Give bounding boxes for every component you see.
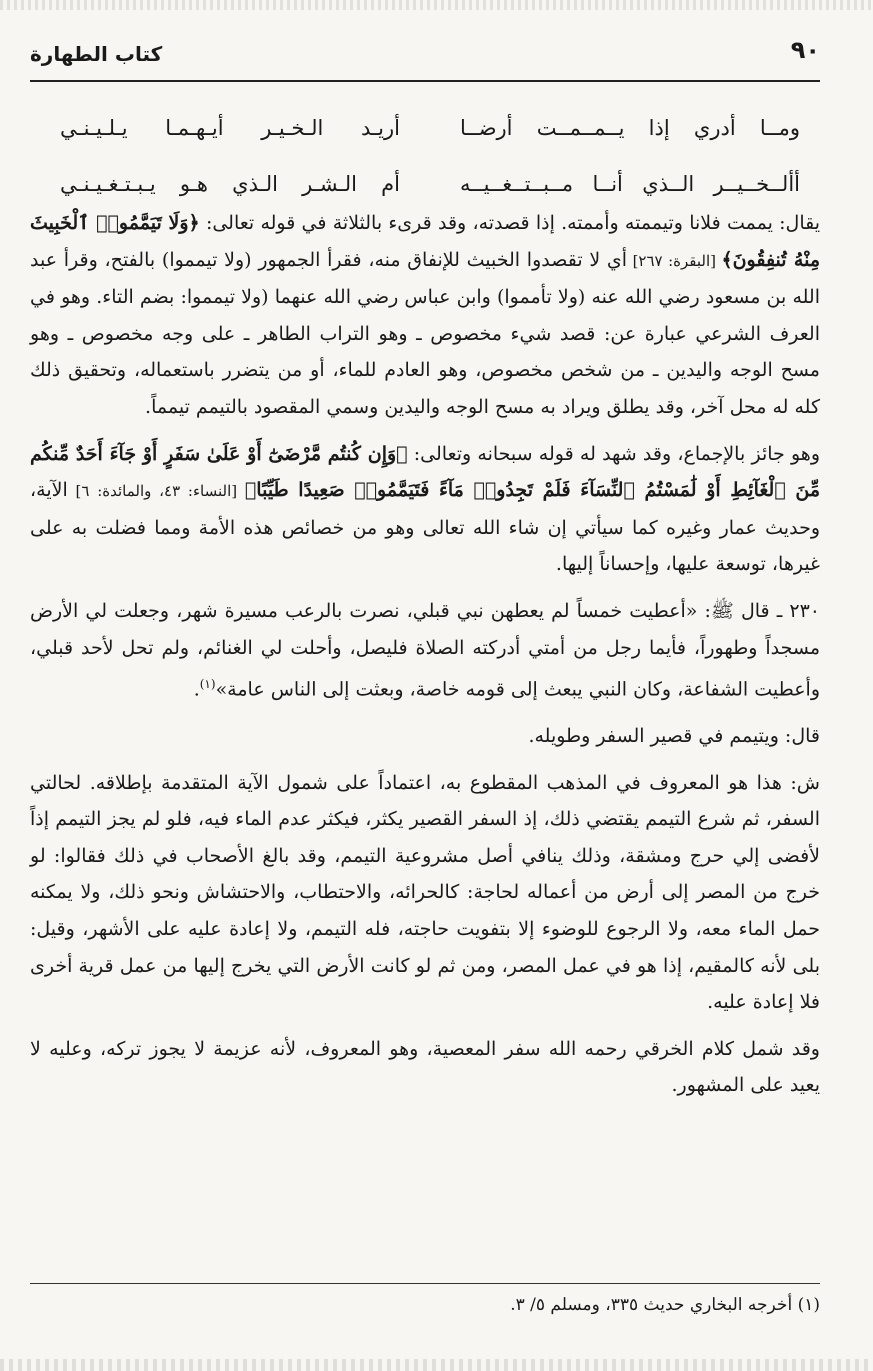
footnote — [30, 1295, 820, 1315]
page-header — [30, 36, 820, 76]
poem-verse-2 — [60, 156, 800, 212]
paragraph-text-continued: الآية، وحديث عمار وغيره كما سيأتي إن شاء الله تعالى وهو من خصائص هذه الأمة ومما فضلت به على غيرها، توسعة عليها، وإحساناً إليها. — [30, 479, 820, 576]
paragraph-sharh — [30, 765, 820, 1021]
verse-1-second-hemistich: أريـد الـخـيـر أيـهـمـا يـلـيـنـي — [60, 116, 400, 140]
paragraph-matn — [30, 718, 820, 755]
footnote-text: أخرجه البخاري حديث ٣٣٥، ومسلم ٥/ ٣. — [510, 1295, 793, 1315]
paragraph-text: قال: ويتيمم في قصير السفر وطويله. — [528, 725, 820, 748]
body-text — [30, 205, 820, 1114]
paragraph-text: وهو جائز بالإجماع، وقد شهد له قوله سبحانه وتعالى: — [407, 442, 820, 465]
verse-1-first-hemistich: ومــا أدري إذا يــمــمــت أرضــا — [460, 116, 800, 140]
paragraph-text: ش: هذا هو المعروف في المذهب المقطوع به، اعتماداً على شمول الآية المتقدمة بإطلاقه. لحالتي السفر، ثم شرع التيمم يقتضي ذلك، إذ السفر القصير يكثر، فيكثر عدم الماء فيه، فلو لم يجز التيمم إذاً لأفضى إلي حرج ومشقة، وذلك ينافي أصل مشروعية التيمم، وقد بالغ الأصحاب في ذلك فقالوا: لو خرج من المصر إلى أرض من أعماله لحاجة: كالحرائه، والاحتطاب، والاحتشاش ونحو ذلك، ولا يمكنه حمل الماء معه، ولا الرجوع للوضوء إلا بتفويت حاجته، فله التيمم، ولا إعادة عليه على الأشهر، وقيل: بلى لأنه كالمقيم، إذا هو في عمل المصر، ومن ثم لو كانت الأرض التي يخرج إليها من عمل قرية أخرى فلا إعادة عليه. — [30, 771, 820, 1014]
verse-citation: [البقرة: ٢٦٧] — [627, 251, 722, 270]
header-rule — [30, 80, 820, 82]
paragraph-permissibility — [30, 436, 820, 583]
footnote-reference[interactable]: (١) — [199, 677, 216, 692]
paragraph-sin-travel — [30, 1031, 820, 1104]
poem — [60, 100, 800, 212]
footnote-separator — [30, 1283, 820, 1284]
paragraph-text-continued: . — [193, 678, 200, 701]
verse-2-second-hemistich: أم الـشـر الـذي هـو يـبـتـغـيـنـي — [60, 172, 400, 196]
quran-verse: ﴿وَإِن كُنتُم مَّرْضَىٰٓ أَوْ عَلَىٰ سَفَرٍ أَوْ جَآءَ أَحَدٌ مِّنكُم مِّنَ ٱلْغَآئِطِ أَوْ لَٰمَسْتُمُ ٱلنِّسَآءَ فَلَمْ تَجِدُوا۟ مَآءً فَتَيَمَّمُوا۟ صَعِيدًا طَيِّبًا﴾ — [30, 442, 821, 502]
page-edge-top — [0, 0, 873, 10]
quran-verse: ﴿وَلَا تَيَمَّمُوا۟ ٱلْخَبِيثَ مِنْهُ تُنفِقُونَ﴾ — [30, 212, 820, 271]
page-number: ٩٠ — [790, 36, 820, 64]
verse-citation: [النساء: ٤٣، والمائدة: ٦] — [67, 482, 245, 501]
page-edge-bottom — [0, 1359, 873, 1371]
verse-2-first-hemistich: أألــخــيــر الــذي أنــا مــبــتــغــيــه — [460, 172, 800, 196]
paragraph-text: ٢٣٠ ـ قال ﷺ: «أعطيت خمساً لم يعطهن نبي قبلي، نصرت بالرعب مسيرة شهر، وجعلت لي الأرض مسجداً وطهوراً، فأيما رجل من أمتي أدركته الصلاة فليصل، وأحلت لي الغنائم، ولم تحل لأحد قبلي، وأعطيت الشفاعة، وكان النبي يبعث إلى قومه خاصة، وبعثت إلى الناس عامة» — [30, 599, 820, 701]
poem-verse-1 — [60, 100, 800, 156]
paragraph-text: يقال: يممت فلانا وتيممته وأممته. إذا قصدته، وقد قرىء بالثلاثة في قوله تعالى: — [199, 212, 821, 234]
book-title: كتاب الطهارة — [30, 42, 163, 66]
footnote-marker: (١) — [797, 1295, 820, 1315]
paragraph-hadith-230 — [30, 593, 820, 708]
paragraph-text-continued: أي لا تقصدوا الخبيث للإنفاق منه، فقرأ الجمهور (ولا تيمموا) بالفتح، وقرأ عبد الله بن مسعود رضي الله عنه (ولا تأمموا) وابن عباس رضي الله عنهما (ولا تيمموا: بضم التاء. وهو في العرف الشرعي عبارة عن: قصد شيء مخصوص ـ وهو التراب الطاهر ـ على وجه مخصوص ـ وهو مسح الوجه واليدين ـ من شخص مخصوص، وهو العادم للماء، أو من يتضرر باستعماله، وتحقيق ذلك كله له محل آخر، وقد يطلق ويراد به مسح الوجه واليدين وسمي المقصود بالتيمم تيمماً. — [30, 248, 820, 418]
paragraph-text: وقد شمل كلام الخرقي رحمه الله سفر المعصية، وهو المعروف، لأنه عزيمة لا يجوز تركه، وعليه لا يعيد على المشهور. — [30, 1037, 820, 1097]
paragraph-tayammum-definition — [30, 205, 820, 426]
